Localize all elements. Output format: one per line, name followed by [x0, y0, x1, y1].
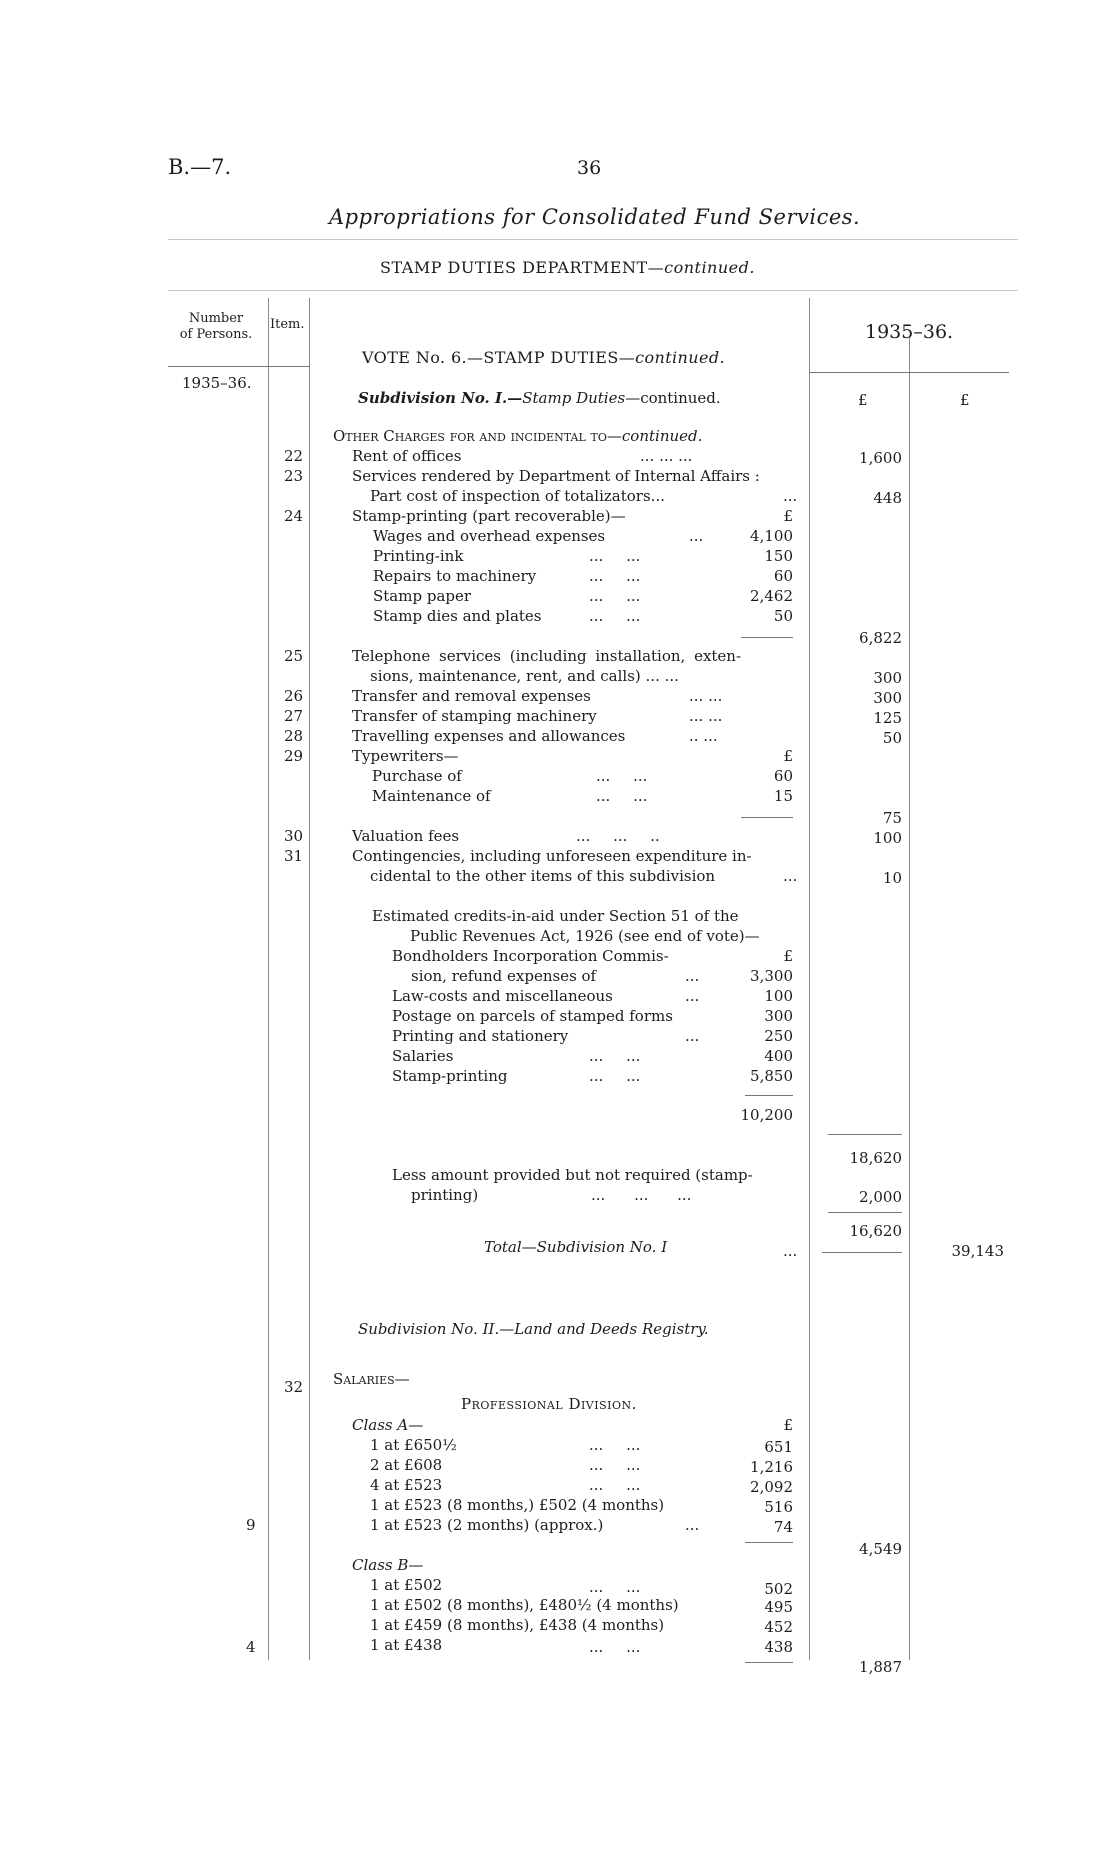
class-b-heading: Class B—	[352, 1556, 424, 1574]
item-description: Contingencies, including unforeseen expenditure in-	[352, 847, 752, 865]
leader-dots: ...	[685, 987, 700, 1005]
sub-description: Wages and overhead expenses	[373, 527, 606, 545]
salary-description: 1 at £650½	[370, 1436, 457, 1454]
number-of-persons-header: Number of Persons.	[179, 311, 253, 342]
leader-dots: ... ...	[589, 1436, 641, 1454]
item-29-total: 75	[882, 809, 902, 827]
credit-amount: 400	[764, 1047, 793, 1065]
sub-description: Maintenance of	[372, 787, 491, 805]
salary-amount: 1,216	[750, 1458, 793, 1476]
item-description: Travelling expenses and allowances	[352, 727, 626, 745]
salary-description: 1 at £459 (8 months), £438 (4 months)	[370, 1616, 665, 1634]
sub-description: Purchase of	[372, 767, 462, 785]
credit-description: Bondholders Incorporation Commis-	[392, 947, 669, 965]
page-number: 36	[577, 157, 602, 179]
credit-description: Law-costs and miscellaneous	[392, 987, 613, 1005]
credit-description: Postage on parcels of stamped forms	[392, 1007, 673, 1025]
item-number: 23	[284, 467, 304, 485]
item-description: Part cost of inspection of totalizators...	[370, 487, 665, 505]
item-number: 22	[284, 447, 304, 465]
salaries-heading: Salaries—	[333, 1370, 410, 1388]
sub-amount: 60	[773, 567, 793, 585]
salary-description: 2 at £608	[370, 1456, 443, 1474]
credit-description: Salaries	[392, 1047, 454, 1065]
pound-sign-col2: £	[960, 391, 970, 409]
leader-dots: ... ...	[589, 587, 641, 605]
sub-description: Stamp paper	[373, 587, 472, 605]
credits-total: 10,200	[740, 1106, 793, 1124]
item-description: Valuation fees	[352, 827, 460, 845]
total-subdivision-1: 39,143	[951, 1242, 1004, 1260]
item-number: 28	[284, 727, 304, 745]
amount: 300	[873, 669, 902, 687]
subtotal-rule	[741, 817, 793, 818]
salary-amount: 74	[773, 1518, 793, 1536]
amount: 300	[873, 689, 902, 707]
item-description: Telephone services (including installation, exten-	[352, 647, 742, 665]
salary-description: 1 at £438	[370, 1636, 443, 1654]
amount: 10	[882, 869, 902, 887]
salary-description: 1 at £502	[370, 1576, 443, 1594]
salary-description: 1 at £523 (2 months) (approx.)	[370, 1516, 604, 1534]
credit-amount: 250	[764, 1027, 793, 1045]
leader-dots: ...	[783, 487, 798, 505]
credit-description: sion, refund expenses of	[411, 967, 597, 985]
subdivision-subtotal: 18,620	[849, 1149, 902, 1167]
credit-description: Stamp-printing	[392, 1067, 508, 1085]
item-number: 27	[284, 707, 304, 725]
class-b-total: 1,887	[859, 1658, 902, 1676]
salary-amount: 651	[764, 1438, 793, 1456]
total-subdivision-label: Total—Subdivision No. I	[484, 1238, 668, 1256]
persons-year-label: 1935–36.	[182, 374, 252, 392]
amount: 1,600	[859, 449, 902, 467]
subtotal-rule	[828, 1134, 902, 1135]
credit-amount: 5,850	[750, 1067, 793, 1085]
credit-amount: 100	[764, 987, 793, 1005]
leader-dots: ... ...	[589, 547, 641, 565]
item-description: Transfer of stamping machinery	[352, 707, 597, 725]
item-description: Transfer and removal expenses	[352, 687, 591, 705]
leader-dots: ... ...	[589, 1456, 641, 1474]
subdivision-1-heading: Subdivision No. I.—Stamp Duties—continued.	[358, 389, 721, 407]
salary-amount: 452	[764, 1618, 793, 1636]
item-description: cidental to the other items of this subdivision	[370, 867, 716, 885]
item-number: 29	[284, 747, 304, 765]
amount: 125	[873, 709, 902, 727]
sub-amount: 15	[773, 787, 793, 805]
leader-dots: ... ... ...	[640, 447, 693, 465]
item-header: Item.	[270, 317, 305, 332]
class-a-heading: Class A—	[352, 1416, 424, 1434]
sub-amount-header: £	[783, 1416, 793, 1434]
salary-description: 4 at £523	[370, 1476, 443, 1494]
salary-amount: 495	[764, 1598, 793, 1616]
sub-amount: 4,100	[750, 527, 793, 545]
sub-amount: 2,462	[750, 587, 793, 605]
amount: 448	[873, 489, 902, 507]
sub-amount: 150	[764, 547, 793, 565]
leader-dots: ...	[783, 1242, 798, 1260]
leader-dots: ... ...	[596, 767, 648, 785]
other-charges-heading: Other Charges for and incidental to—continued.	[333, 427, 703, 445]
class-b-rule	[745, 1662, 793, 1663]
year-header-rule	[809, 372, 1009, 373]
item-number: 24	[284, 507, 304, 525]
class-a-total: 4,549	[859, 1540, 902, 1558]
item-description: Rent of offices	[352, 447, 462, 465]
item-description: Services rendered by Department of Internal Affairs :	[352, 467, 760, 485]
leader-dots: ... ...	[589, 1047, 641, 1065]
sub-amount-header: £	[783, 747, 793, 765]
division-heading: Professional Division.	[461, 1395, 637, 1413]
sub-amount-header: £	[783, 507, 793, 525]
item-number: 26	[284, 687, 304, 705]
salary-amount: 516	[764, 1498, 793, 1516]
title-rule	[168, 239, 1018, 240]
leader-dots: ... ...	[589, 567, 641, 585]
year-header: 1935–36.	[865, 321, 954, 343]
item-column-left-rule	[268, 298, 269, 1660]
class-a-persons: 9	[246, 1516, 256, 1534]
subdivision-2-heading: Subdivision No. II.—Land and Deeds Registry.	[358, 1320, 709, 1338]
credit-amount: 3,300	[750, 967, 793, 985]
leader-dots: ... ...	[589, 1638, 641, 1656]
leader-dots: ... ... ..	[576, 827, 660, 845]
class-a-rule	[745, 1542, 793, 1543]
item-description: sions, maintenance, rent, and calls) ... ...	[370, 667, 679, 685]
sub-amount: 50	[773, 607, 793, 625]
salary-amount: 438	[764, 1638, 793, 1656]
sub-amount: 60	[773, 767, 793, 785]
salary-amount: 502	[764, 1580, 793, 1598]
persons-header-rule	[168, 366, 268, 367]
leader-dots: ...	[685, 1516, 700, 1534]
amount-column-mid-rule	[909, 338, 910, 1660]
leader-dots: ...	[689, 527, 704, 545]
leader-dots: ...	[685, 1027, 700, 1045]
item-description: Typewriters—	[352, 747, 459, 765]
leader-dots: ... ...	[589, 1578, 641, 1596]
leader-dots: ... ...	[689, 687, 723, 705]
less-amount-line1: Less amount provided but not required (stamp-	[392, 1166, 753, 1184]
salary-amount: 2,092	[750, 1478, 793, 1496]
leader-dots: ... ...	[596, 787, 648, 805]
header-rule	[168, 290, 1018, 291]
amount: 100	[873, 829, 902, 847]
credits-heading-line1: Estimated credits-in-aid under Section 51 of the	[372, 907, 739, 925]
credit-amount: 300	[764, 1007, 793, 1025]
item-description: Stamp-printing (part recoverable)—	[352, 507, 626, 525]
credit-description: Printing and stationery	[392, 1027, 569, 1045]
item-number: 25	[284, 647, 304, 665]
leader-dots: ... ...	[589, 1067, 641, 1085]
credits-total-rule	[745, 1095, 793, 1096]
document-reference: B.—7.	[168, 155, 232, 179]
credit-amount: £	[783, 947, 793, 965]
sub-description: Printing-ink	[373, 547, 464, 565]
salary-description: 1 at £502 (8 months), £480½ (4 months)	[370, 1596, 679, 1614]
net-double-rule	[822, 1252, 902, 1253]
leader-dots: .. ...	[689, 727, 718, 745]
item-number: 30	[284, 827, 304, 845]
leader-dots: ... ...	[589, 1476, 641, 1494]
subtotal-rule	[741, 637, 793, 638]
leader-dots: ...	[685, 967, 700, 985]
item-number: 31	[284, 847, 304, 865]
page-title: Appropriations for Consolidated Fund Services.	[329, 205, 861, 229]
class-b-persons: 4	[246, 1638, 256, 1656]
credits-heading-line2: Public Revenues Act, 1926 (see end of vote)—	[410, 927, 760, 945]
pound-sign-col1: £	[858, 391, 868, 409]
leader-dots: ... ...	[589, 607, 641, 625]
less-amount-line2: printing)	[411, 1186, 479, 1204]
salary-description: 1 at £523 (8 months,) £502 (4 months)	[370, 1496, 665, 1514]
sub-description: Stamp dies and plates	[373, 607, 542, 625]
item-header-rule	[268, 366, 310, 367]
vote-heading: VOTE No. 6.—STAMP DUTIES—continued.	[362, 348, 725, 367]
less-amount: 2,000	[859, 1188, 902, 1206]
sub-description: Repairs to machinery	[373, 567, 537, 585]
item-number: 32	[284, 1378, 304, 1396]
item-24-total: 6,822	[859, 629, 902, 647]
amount: 50	[882, 729, 902, 747]
leader-dots: ... ... ...	[591, 1186, 692, 1204]
department-heading: STAMP DUTIES DEPARTMENT—continued.	[380, 258, 755, 277]
net-amount: 16,620	[849, 1222, 902, 1240]
net-rule	[828, 1212, 902, 1213]
leader-dots: ... ...	[689, 707, 723, 725]
leader-dots: ...	[783, 867, 798, 885]
item-column-right-rule	[309, 298, 310, 1660]
